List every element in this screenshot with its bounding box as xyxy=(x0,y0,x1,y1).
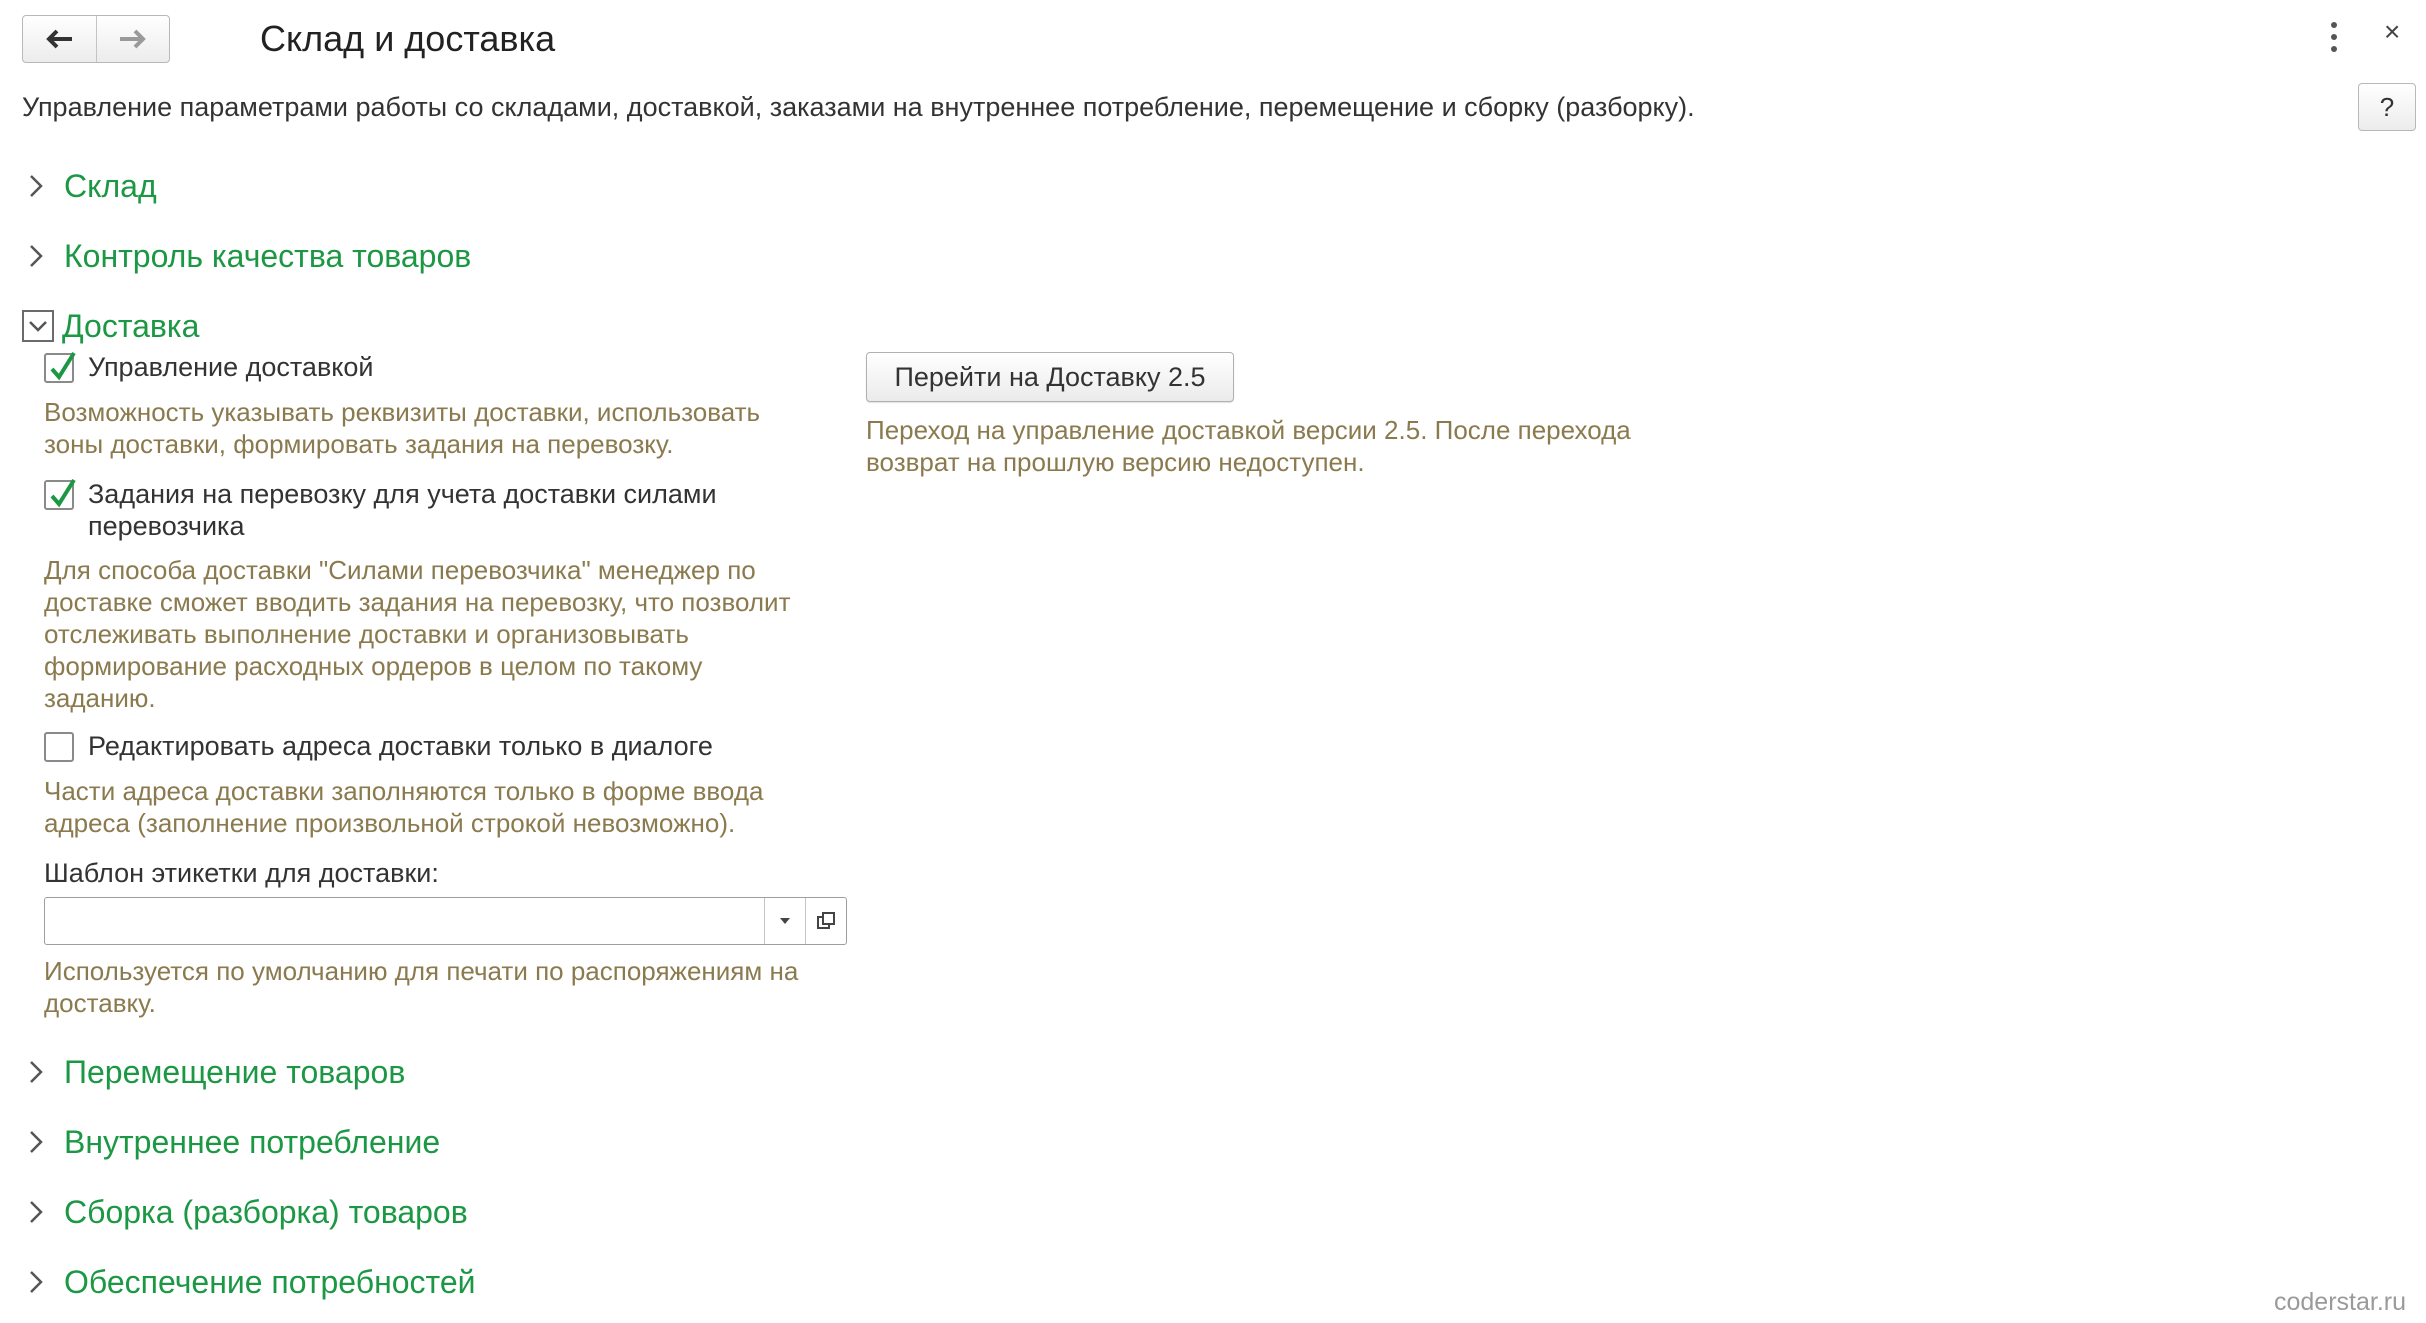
section-label: Сборка (разборка) товаров xyxy=(64,1193,468,1230)
label-template-field xyxy=(44,897,847,945)
section-sklad[interactable] xyxy=(28,164,157,208)
section-movement[interactable] xyxy=(28,1050,405,1094)
chevron-right-icon xyxy=(28,1199,44,1225)
section-assembly[interactable] xyxy=(28,1190,468,1234)
edit-address-dialog-checkbox[interactable] xyxy=(44,730,808,762)
section-label: Доставка xyxy=(62,307,200,344)
chevron-right-icon xyxy=(28,1269,44,1295)
forward-button[interactable] xyxy=(96,16,170,62)
chevron-right-icon xyxy=(28,1129,44,1155)
chevron-right-icon xyxy=(28,243,44,269)
go-to-delivery-25-button[interactable]: Перейти на Доставку 2.5 xyxy=(866,352,1234,402)
arrow-right-icon xyxy=(118,28,148,50)
label-template-input[interactable] xyxy=(45,898,764,944)
section-label: Обеспечение потребностей xyxy=(64,1263,476,1300)
label-template-caption: Шаблон этикетки для доставки: xyxy=(44,858,439,888)
arrow-left-icon xyxy=(44,28,74,50)
checkbox-label: Задания на перевозку для учета доставки силами перевозчика xyxy=(88,479,717,541)
section-label: Контроль качества товаров xyxy=(64,237,472,274)
more-vertical-icon xyxy=(2331,22,2337,28)
section-label: Перемещение товаров xyxy=(64,1053,406,1090)
section-needs[interactable] xyxy=(28,1260,476,1304)
navigation-buttons xyxy=(22,15,170,63)
watermark: coderstar.ru xyxy=(2274,1288,2407,1316)
dropdown-icon xyxy=(778,916,792,926)
back-button[interactable] xyxy=(23,16,96,62)
manage-delivery-hint: Возможность указывать реквизиты доставки, использовать зоны доставки, формировать задания на перевозку. xyxy=(44,397,761,459)
dropdown-button[interactable] xyxy=(764,898,805,944)
section-label: Внутреннее потребление xyxy=(64,1123,441,1160)
go-to-delivery-hint: Переход на управление доставкой версии 2.5. После перехода возврат на прошлую версию недоступен. xyxy=(866,415,1631,477)
checkbox-box[interactable] xyxy=(44,353,74,383)
checkmark-icon xyxy=(47,476,77,510)
checkbox-label: Редактировать адреса доставки только в диалоге xyxy=(88,731,713,761)
chevron-down-icon xyxy=(22,310,54,342)
chevron-right-icon xyxy=(28,173,44,199)
checkbox-box[interactable] xyxy=(44,732,74,762)
chevron-right-icon xyxy=(28,1059,44,1085)
section-quality-control[interactable] xyxy=(28,234,471,278)
transport-tasks-checkbox[interactable] xyxy=(44,478,808,542)
open-form-icon xyxy=(816,911,836,931)
transport-tasks-hint: Для способа доставки "Силами перевозчика" менеджер по доставке сможет вводить задания на перевозку, что позволит отслеживать выполнение доставки и организовывать формирование расходных ордеров в целом по такому заданию. xyxy=(44,555,791,713)
help-button[interactable]: ? xyxy=(2358,83,2416,131)
page-title: Склад и доставка xyxy=(260,18,556,59)
open-button[interactable] xyxy=(805,898,846,944)
edit-address-hint: Части адреса доставки заполняются только в форме ввода адреса (заполнение произвольной строкой невозможно). xyxy=(44,776,764,838)
checkbox-label: Управление доставкой xyxy=(88,352,374,382)
manage-delivery-checkbox[interactable] xyxy=(44,351,808,383)
checkmark-icon xyxy=(47,349,77,383)
section-label: Склад xyxy=(64,167,157,204)
label-template-hint: Используется по умолчанию для печати по распоряжениям на доставку. xyxy=(44,956,799,1018)
more-menu-button[interactable] xyxy=(2326,22,2342,52)
section-delivery[interactable] xyxy=(28,304,199,348)
checkbox-box[interactable] xyxy=(44,480,74,510)
close-button[interactable]: × xyxy=(2384,16,2401,47)
page-description: Управление параметрами работы со складами, доставкой, заказами на внутреннее потребление, перемещение и сборку (разборку). xyxy=(22,92,1695,122)
section-internal-consumption[interactable] xyxy=(28,1120,440,1164)
